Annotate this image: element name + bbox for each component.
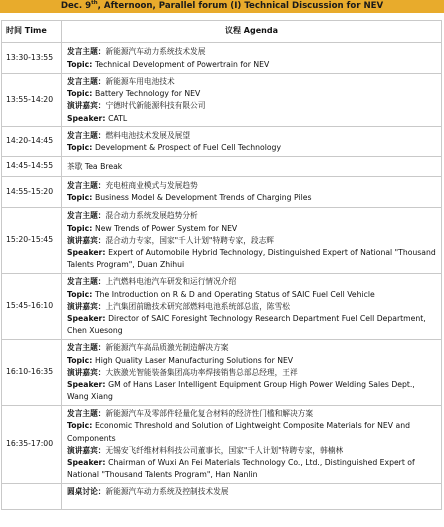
banner-title-suffix: , Afternoon, Parallel forum (I) Technical Discussion for NEV — [97, 1, 384, 11]
topic-cn-text: 混合动力系统发展趋势分析 — [105, 211, 198, 221]
speaker-en-text: Chairman of Wuxi An Fei Materials Technology Co., Ltd., Distinguished Expert of National "Thousand Talents Program", Han Nanlin — [67, 458, 415, 480]
topic-cn-text: 上汽燃料电池汽车研发和运行情况介绍 — [105, 277, 237, 287]
topic-en-line — [67, 142, 437, 154]
table-row — [2, 273, 442, 339]
agenda-cell — [62, 273, 442, 339]
time-cell: 15:45-16:10 — [2, 273, 62, 339]
topic-cn-line — [67, 76, 437, 88]
tea-break-cell: 茶歇 Tea Break — [62, 156, 442, 176]
speaker-cn-line — [67, 235, 437, 247]
topic-cn-text: 新能源车用电池技术 — [105, 77, 175, 86]
speaker-cn-label: 演讲嘉宾： — [67, 235, 106, 245]
topic-en-text: High Quality Laser Manufacturing Solutions for NEV — [94, 355, 294, 365]
agenda-cell — [62, 339, 442, 405]
topic-cn-label: 发言主题： — [67, 343, 106, 353]
topic-cn-label: 发言主题： — [67, 47, 106, 57]
agenda-cell — [62, 176, 442, 207]
table-row — [2, 126, 442, 156]
speaker-cn-line — [67, 100, 437, 112]
topic-en-label: Topic: — [67, 223, 95, 233]
topic-cn-text: 充电桩商业模式与发展趋势 — [105, 181, 198, 191]
speaker-en-line — [67, 379, 437, 403]
topic-en-line — [67, 88, 437, 100]
speaker-en-line — [67, 313, 437, 337]
agenda-cell — [62, 43, 442, 74]
topic-en-label: Topic: — [67, 59, 95, 69]
speaker-cn-text: 大族激光智能装备集团高功率焊接销售总部总经理，王祥 — [105, 367, 298, 377]
speaker-en-label: Speaker: — [67, 458, 109, 468]
table-row — [2, 483, 442, 509]
speaker-en-text: CATL — [108, 113, 128, 123]
speaker-en-line — [67, 247, 437, 271]
topic-en-line — [67, 355, 437, 367]
topic-en-label: Topic: — [67, 289, 95, 299]
roundtable-line — [67, 486, 437, 498]
agenda-cell — [62, 74, 442, 127]
table-row — [2, 43, 442, 74]
time-cell — [2, 483, 62, 509]
agenda-cell — [62, 405, 442, 483]
speaker-cn-line — [67, 301, 437, 313]
time-column-header: 时间 Time — [2, 21, 62, 43]
table-row — [2, 207, 442, 273]
speaker-cn-text: 上汽集团前瞻技术研究部燃料电池系统部总监，陈雪松 — [105, 301, 290, 311]
speaker-en-label: Speaker: — [67, 247, 109, 257]
agenda-column-header: 议程 Agenda — [62, 21, 442, 43]
speaker-cn-label: 演讲嘉宾： — [67, 101, 106, 111]
time-cell: 16:10-16:35 — [2, 339, 62, 405]
time-cell: 14:20-14:45 — [2, 126, 62, 156]
topic-en-line — [67, 420, 437, 444]
topic-cn-line — [67, 130, 437, 142]
topic-cn-label: 发言主题： — [67, 211, 106, 221]
topic-en-text: Economic Threshold and Solution of Lightweight Composite Materials for NEV and Components — [67, 421, 410, 443]
roundtable-label: 圆桌讨论： — [67, 486, 106, 496]
topic-en-text: Technical Development of Powertrain for NEV — [94, 59, 270, 69]
agenda-cell — [62, 126, 442, 156]
roundtable-text: 新能源汽车动力系统及控制技术发展 — [105, 486, 229, 496]
banner-title-sup: th — [91, 0, 98, 7]
speaker-en-label: Speaker: — [67, 113, 109, 123]
topic-en-text: Battery Technology for NEV — [94, 89, 201, 99]
table-row — [2, 339, 442, 405]
topic-cn-line — [67, 180, 437, 192]
time-cell: 16:35-17:00 — [2, 405, 62, 483]
speaker-cn-text: 宁德时代新能源科技有限公司 — [105, 101, 206, 111]
time-cell: 13:55-14:20 — [2, 74, 62, 127]
speaker-en-text: GM of Hans Laser Intelligent Equipment Group High Power Welding Sales Dept., Wang Xiang — [67, 379, 415, 402]
topic-en-text: The Introduction on R & D and Operating Status of SAIC Fuel Cell Vehicle — [94, 289, 375, 299]
topic-en-label: Topic: — [67, 193, 95, 203]
topic-cn-text: 新能源汽车动力系统技术发展 — [105, 47, 206, 57]
speaker-en-label: Speaker: — [67, 379, 109, 389]
time-cell: 14:55-15:20 — [2, 176, 62, 207]
time-cell: 14:45-14:55 — [2, 156, 62, 176]
speaker-en-label: Speaker: — [67, 313, 109, 323]
topic-en-text: New Trends of Power System for NEV — [94, 223, 238, 233]
topic-cn-line — [67, 210, 437, 222]
speaker-cn-line — [67, 367, 437, 379]
topic-en-line — [67, 223, 437, 235]
topic-en-label: Topic: — [67, 355, 95, 365]
table-row — [2, 176, 442, 207]
topic-cn-label: 发言主题： — [67, 130, 106, 140]
topic-cn-text: 新能源汽车高品质激光制造解决方案 — [105, 343, 229, 353]
topic-en-label: Topic: — [67, 89, 95, 99]
topic-cn-line — [67, 342, 437, 354]
speaker-en-line — [67, 113, 437, 125]
table-row — [2, 405, 442, 483]
banner-title-prefix: Dec. 9 — [60, 1, 92, 11]
speaker-cn-line — [67, 445, 437, 457]
topic-en-line — [67, 192, 437, 204]
table-header-row — [2, 21, 442, 43]
topic-cn-label: 发言主题： — [67, 181, 106, 191]
table-row — [2, 74, 442, 127]
topic-cn-label: 发言主题： — [67, 277, 106, 287]
topic-cn-label: 发言主题： — [67, 77, 106, 86]
topic-cn-line — [67, 46, 437, 58]
speaker-cn-text: 混合动力专家，国家"千人计划"特聘专家，段志辉 — [105, 235, 274, 245]
speaker-cn-label: 演讲嘉宾： — [67, 367, 106, 377]
speaker-en-text: Expert of Automobile Hybrid Technology, Distinguished Expert of National "Thousand Talents Program", Duan Zhihui — [67, 247, 436, 270]
speaker-en-line — [67, 457, 437, 481]
topic-en-label: Topic: — [67, 142, 95, 152]
time-cell: 13:30-13:55 — [2, 43, 62, 74]
table-row — [2, 156, 442, 176]
topic-cn-text: 燃料电池技术发展及展望 — [105, 130, 191, 140]
topic-cn-line — [67, 276, 437, 288]
topic-en-text: Business Model & Development Trends of Charging Piles — [94, 193, 312, 203]
topic-en-label: Topic: — [67, 421, 95, 431]
topic-en-text: Development & Prospect of Fuel Cell Technology — [94, 142, 281, 152]
agenda-cell — [62, 207, 442, 273]
speaker-cn-label: 演讲嘉宾： — [67, 445, 106, 455]
agenda-cell — [62, 483, 442, 509]
time-cell: 15:20-15:45 — [2, 207, 62, 273]
topic-cn-text: 新能源汽车及零部件轻量化复合材料的经济性门槛和解决方案 — [105, 409, 314, 419]
topic-en-line — [67, 59, 437, 71]
topic-en-line — [67, 289, 437, 301]
speaker-cn-label: 演讲嘉宾： — [67, 301, 106, 311]
topic-cn-line — [67, 408, 437, 420]
topic-cn-label: 发言主题： — [67, 409, 106, 419]
agenda-table — [1, 20, 442, 510]
session-banner — [0, 0, 444, 13]
speaker-cn-text: 无锡安飞纤维材料科技公司董事长，国家"千人计划"特聘专家，韩楠林 — [105, 445, 344, 455]
speaker-en-text: Director of SAIC Foresight Technology Research Department Fuel Cell Department, Chen Xuesong — [67, 313, 426, 336]
